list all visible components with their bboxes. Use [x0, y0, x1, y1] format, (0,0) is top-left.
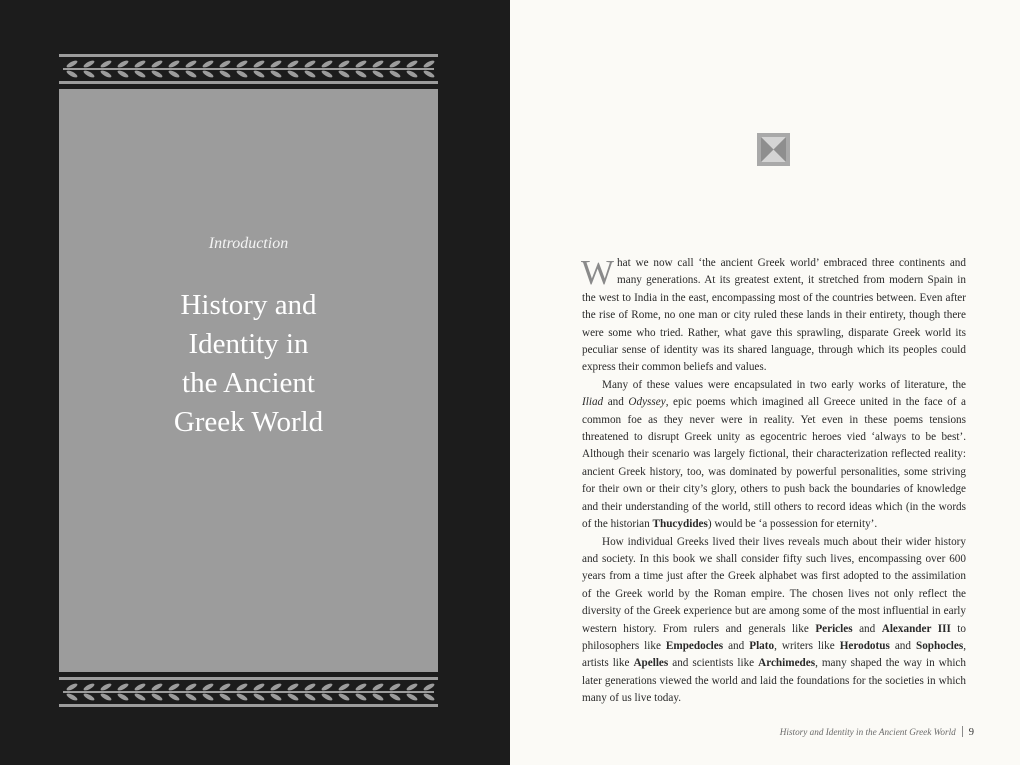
bold-name: Archimedes: [758, 657, 816, 670]
paragraph-text: , epic poems which imagined all Greece united in the face of a common foe as they never were in reality. Yet even in these poems tensions threatened to disrupt Greek unity as egocentric heroes vied ‘always to be best’. Although their scenario was largely fictional, their characterization reflected reality: ancient Greek history, too, was dominated by powerful personalities, some striving for their own or their city’s glory, others to push back the boundaries of knowledge and their understanding of the world, still others to record ideas which (in the words of the historian: [582, 396, 967, 531]
chapter-title-line: Identity in: [188, 328, 309, 360]
bold-name: Alexander III: [881, 622, 951, 635]
drop-cap: W: [581, 253, 615, 292]
body-text: [582, 255, 966, 708]
paragraph-1: [582, 255, 966, 377]
chapter-title-line: the Ancient: [182, 367, 315, 399]
bold-name: Pericles: [815, 622, 853, 635]
running-title: History and Identity in the Ancient Greek World: [779, 727, 956, 737]
paragraph-text: and: [889, 639, 916, 652]
bold-name: Apelles: [633, 657, 669, 670]
page-footer: [780, 726, 974, 738]
paragraph-text: to philosophers like: [582, 622, 967, 652]
paragraph-text: Many of these values were encapsulated in two early works of literature, the: [602, 378, 966, 391]
chapter-title-line: Greek World: [173, 406, 324, 438]
footer-divider: [962, 726, 963, 737]
paragraph-text: , artists like: [582, 639, 967, 670]
right-page: [510, 0, 1020, 765]
page-number: 9: [968, 727, 974, 738]
paragraph-text: and: [723, 639, 750, 652]
bold-name: Sophocles: [915, 639, 964, 652]
chapter-title: [59, 286, 438, 442]
chapter-label: Introduction: [208, 235, 289, 252]
paragraph-text: hat we now call ‘the ancient Greek world’ embraced three continents and many generations. At its greatest extent, it stretched from modern Spain in the west to India in the east, encompassing most of the countries between. Even after the rise of Rome, no one man or city ruled these lands in their entirety, though there were some who tried. Rather, what gave this sprawling, disparate Greek world its peculiar sense of identity was its shared language, through which its peoples could express their common beliefs and values.: [582, 257, 966, 374]
italic-title-iliad: Iliad: [582, 396, 604, 409]
laurel-border-top: [59, 49, 438, 89]
paragraph-text: and scientists like: [668, 657, 759, 670]
paragraph-text: , writers like: [774, 639, 840, 652]
bold-name: Thucydides: [652, 518, 708, 531]
diamond-ornament-icon: [757, 133, 790, 166]
paragraph-text: and: [852, 622, 882, 635]
chapter-title-line: History and: [180, 289, 317, 321]
paragraph-text: How individual Greeks lived their lives reveals much about their wider history and society. In this book we shall consider fifty such lives, encompassing over 600 years from a time just after the Greek alphabet was first adopted to the assimilation of the Greek world by the Roman empire. The chosen lives not only reflect the diversity of the Greek experience but are among some of the most influential in early western history. From rulers and generals like: [582, 535, 966, 635]
bold-name: Empedocles: [665, 639, 724, 652]
paragraph-text: ) would be ‘a possession for eternity’.: [707, 518, 878, 531]
bold-name: Herodotus: [839, 639, 890, 652]
title-panel: [59, 49, 438, 712]
paragraph-text: , many shaped the way in which later generations viewed the world and laid the foundations for the societies in which many of us live today.: [582, 657, 966, 705]
paragraph-text: and: [603, 396, 629, 409]
italic-title-odyssey: Odyssey: [628, 396, 666, 409]
paragraph-2: [582, 377, 966, 534]
paragraph-3: [582, 534, 966, 708]
bold-name: Plato: [749, 639, 775, 652]
laurel-border-bottom: [59, 672, 438, 712]
